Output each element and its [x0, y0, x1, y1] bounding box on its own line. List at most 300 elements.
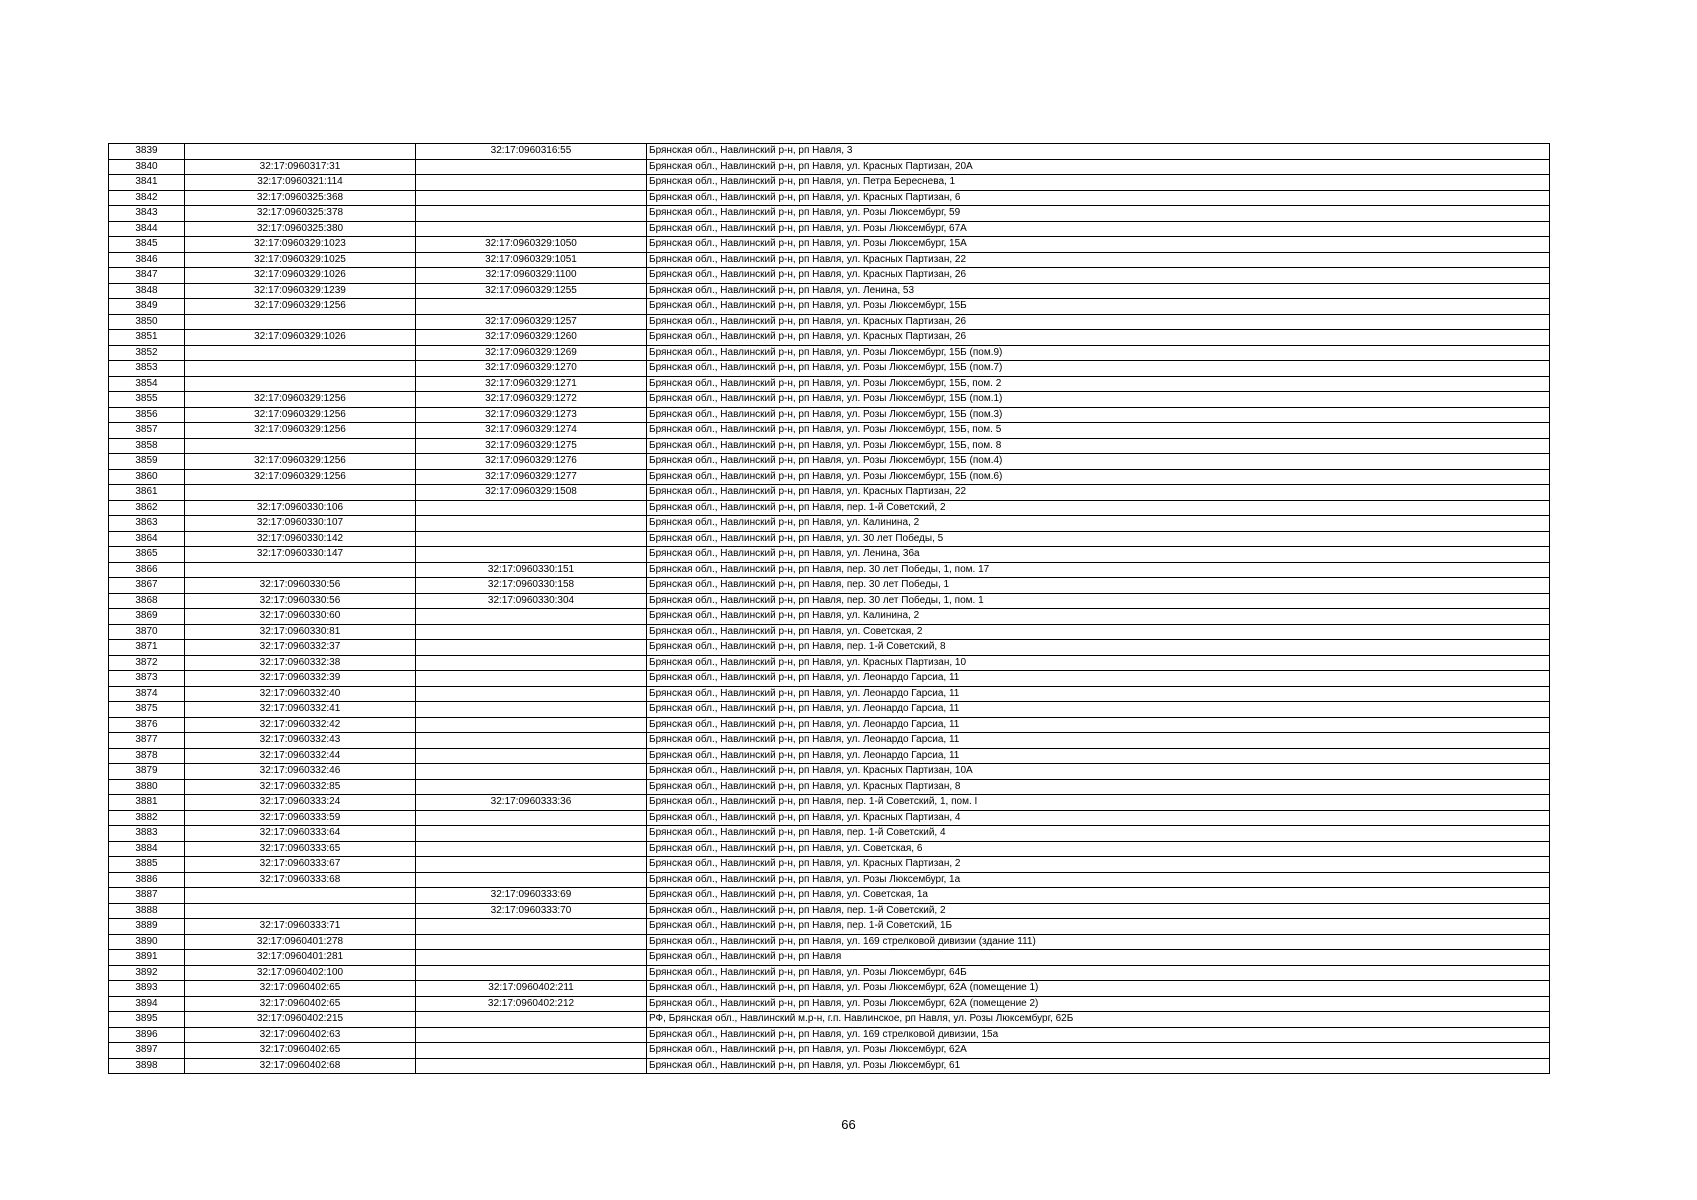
table-row	[109, 640, 1550, 656]
linked-cadastral-number-cell	[416, 1027, 647, 1043]
linked-cadastral-number-cell	[416, 531, 647, 547]
table-row	[109, 1043, 1550, 1059]
row-number-cell: 3893	[109, 981, 185, 997]
table-row	[109, 950, 1550, 966]
linked-cadastral-number-cell	[416, 640, 647, 656]
table-row	[109, 268, 1550, 284]
row-number-cell: 3849	[109, 299, 185, 315]
address-cell: Брянская обл., Навлинский р-н, рп Навля, ул. Леонардо Гарсиа, 11	[647, 671, 1550, 687]
row-number-cell: 3863	[109, 516, 185, 532]
linked-cadastral-number-cell	[416, 826, 647, 842]
linked-cadastral-number-cell: 32:17:0960329:1508	[416, 485, 647, 501]
address-cell: Брянская обл., Навлинский р-н, рп Навля, ул. Советская, 1а	[647, 888, 1550, 904]
linked-cadastral-number-cell: 32:17:0960402:211	[416, 981, 647, 997]
cadastral-number-cell	[185, 888, 416, 904]
cadastral-number-cell: 32:17:0960333:68	[185, 872, 416, 888]
address-cell: Брянская обл., Навлинский р-н, рп Навля, пер. 1-й Советский, 4	[647, 826, 1550, 842]
table-row	[109, 159, 1550, 175]
row-number-cell: 3855	[109, 392, 185, 408]
linked-cadastral-number-cell: 32:17:0960329:1273	[416, 407, 647, 423]
address-cell: Брянская обл., Навлинский р-н, рп Навля, пер. 30 лет Победы, 1, пом. 17	[647, 562, 1550, 578]
address-cell: Брянская обл., Навлинский р-н, рп Навля, ул. Розы Люксембург, 15Б (пом.6)	[647, 469, 1550, 485]
cadastral-number-cell	[185, 345, 416, 361]
linked-cadastral-number-cell	[416, 934, 647, 950]
row-number-cell: 3858	[109, 438, 185, 454]
address-cell: Брянская обл., Навлинский р-н, рп Навля, ул. Петра Береснева, 1	[647, 175, 1550, 191]
table-row	[109, 686, 1550, 702]
address-cell: Брянская обл., Навлинский р-н, рп Навля, ул. Леонардо Гарсиа, 11	[647, 717, 1550, 733]
table-row	[109, 934, 1550, 950]
row-number-cell: 3873	[109, 671, 185, 687]
table-row	[109, 500, 1550, 516]
cadastral-number-cell: 32:17:0960401:281	[185, 950, 416, 966]
address-cell: Брянская обл., Навлинский р-н, рп Навля, ул. Леонардо Гарсиа, 11	[647, 702, 1550, 718]
table-row	[109, 888, 1550, 904]
cadastral-number-cell	[185, 361, 416, 377]
row-number-cell: 3879	[109, 764, 185, 780]
table-row	[109, 748, 1550, 764]
row-number-cell: 3854	[109, 376, 185, 392]
row-number-cell: 3870	[109, 624, 185, 640]
cadastral-number-cell: 32:17:0960325:380	[185, 221, 416, 237]
cadastral-number-cell: 32:17:0960330:106	[185, 500, 416, 516]
row-number-cell: 3874	[109, 686, 185, 702]
linked-cadastral-number-cell: 32:17:0960329:1275	[416, 438, 647, 454]
table-row	[109, 826, 1550, 842]
linked-cadastral-number-cell: 32:17:0960330:304	[416, 593, 647, 609]
linked-cadastral-number-cell	[416, 841, 647, 857]
row-number-cell: 3888	[109, 903, 185, 919]
row-number-cell: 3875	[109, 702, 185, 718]
table-row	[109, 717, 1550, 733]
address-cell: Брянская обл., Навлинский р-н, рп Навля, ул. Розы Люксембург, 15Б (пом.4)	[647, 454, 1550, 470]
address-cell: Брянская обл., Навлинский р-н, рп Навля, пер. 1-й Советский, 2	[647, 500, 1550, 516]
linked-cadastral-number-cell: 32:17:0960329:1274	[416, 423, 647, 439]
row-number-cell: 3868	[109, 593, 185, 609]
address-cell: Брянская обл., Навлинский р-н, рп Навля, ул. Ленина, 36а	[647, 547, 1550, 563]
cadastral-number-cell: 32:17:0960325:368	[185, 190, 416, 206]
address-cell: Брянская обл., Навлинский р-н, рп Навля, пер. 30 лет Победы, 1, пом. 1	[647, 593, 1550, 609]
table-row	[109, 438, 1550, 454]
address-cell: Брянская обл., Навлинский р-н, рп Навля, ул. Калинина, 2	[647, 609, 1550, 625]
row-number-cell: 3894	[109, 996, 185, 1012]
linked-cadastral-number-cell: 32:17:0960329:1269	[416, 345, 647, 361]
linked-cadastral-number-cell	[416, 872, 647, 888]
table-row	[109, 1027, 1550, 1043]
address-cell: Брянская обл., Навлинский р-н, рп Навля, ул. Розы Люксембург, 15Б	[647, 299, 1550, 315]
row-number-cell: 3846	[109, 252, 185, 268]
table-row	[109, 919, 1550, 935]
row-number-cell: 3896	[109, 1027, 185, 1043]
row-number-cell: 3872	[109, 655, 185, 671]
address-cell: Брянская обл., Навлинский р-н, рп Навля, 3	[647, 144, 1550, 160]
cadastral-number-cell: 32:17:0960332:39	[185, 671, 416, 687]
row-number-cell: 3848	[109, 283, 185, 299]
address-cell: Брянская обл., Навлинский р-н, рп Навля, ул. Калинина, 2	[647, 516, 1550, 532]
row-number-cell: 3857	[109, 423, 185, 439]
linked-cadastral-number-cell	[416, 779, 647, 795]
cadastral-number-cell: 32:17:0960332:42	[185, 717, 416, 733]
table-row	[109, 314, 1550, 330]
address-cell: Брянская обл., Навлинский р-н, рп Навля, ул. Красных Партизан, 6	[647, 190, 1550, 206]
cadastral-number-cell: 32:17:0960325:378	[185, 206, 416, 222]
cadastral-number-cell: 32:17:0960330:56	[185, 578, 416, 594]
cadastral-number-cell	[185, 314, 416, 330]
address-cell: Брянская обл., Навлинский р-н, рп Навля, ул. Розы Люксембург, 15Б (пом.9)	[647, 345, 1550, 361]
row-number-cell: 3859	[109, 454, 185, 470]
address-cell: Брянская обл., Навлинский р-н, рп Навля, ул. Розы Люксембург, 15Б, пом. 8	[647, 438, 1550, 454]
linked-cadastral-number-cell: 32:17:0960329:1272	[416, 392, 647, 408]
table-row	[109, 237, 1550, 253]
linked-cadastral-number-cell	[416, 500, 647, 516]
cadastral-number-cell: 32:17:0960332:38	[185, 655, 416, 671]
row-number-cell: 3865	[109, 547, 185, 563]
table-row	[109, 144, 1550, 160]
address-cell: Брянская обл., Навлинский р-н, рп Навля, ул. Розы Люксембург, 15Б (пом.7)	[647, 361, 1550, 377]
row-number-cell: 3890	[109, 934, 185, 950]
table-row	[109, 1058, 1550, 1074]
cadastral-number-cell: 32:17:0960333:65	[185, 841, 416, 857]
row-number-cell: 3840	[109, 159, 185, 175]
row-number-cell: 3852	[109, 345, 185, 361]
table-row	[109, 531, 1550, 547]
address-cell: Брянская обл., Навлинский р-н, рп Навля, ул. Леонардо Гарсиа, 11	[647, 748, 1550, 764]
table-row	[109, 345, 1550, 361]
table-row	[109, 779, 1550, 795]
cadastral-number-cell: 32:17:0960402:100	[185, 965, 416, 981]
table-row	[109, 857, 1550, 873]
table-row	[109, 624, 1550, 640]
linked-cadastral-number-cell	[416, 764, 647, 780]
address-cell: Брянская обл., Навлинский р-н, рп Навля, ул. 169 стрелковой дивизии, 15а	[647, 1027, 1550, 1043]
linked-cadastral-number-cell: 32:17:0960333:36	[416, 795, 647, 811]
address-cell: Брянская обл., Навлинский р-н, рп Навля, ул. Розы Люксембург, 64Б	[647, 965, 1550, 981]
linked-cadastral-number-cell: 32:17:0960329:1271	[416, 376, 647, 392]
row-number-cell: 3861	[109, 485, 185, 501]
table-row	[109, 872, 1550, 888]
table-row	[109, 407, 1550, 423]
linked-cadastral-number-cell: 32:17:0960333:70	[416, 903, 647, 919]
table-row	[109, 841, 1550, 857]
linked-cadastral-number-cell: 32:17:0960330:151	[416, 562, 647, 578]
cadastral-number-cell: 32:17:0960332:44	[185, 748, 416, 764]
linked-cadastral-number-cell	[416, 516, 647, 532]
linked-cadastral-number-cell: 32:17:0960329:1051	[416, 252, 647, 268]
cadastral-number-cell: 32:17:0960332:37	[185, 640, 416, 656]
row-number-cell: 3869	[109, 609, 185, 625]
table-row	[109, 469, 1550, 485]
cadastral-number-cell: 32:17:0960329:1256	[185, 454, 416, 470]
address-cell: Брянская обл., Навлинский р-н, рп Навля, ул. Красных Партизан, 22	[647, 485, 1550, 501]
table-row	[109, 330, 1550, 346]
cadastral-number-cell	[185, 376, 416, 392]
row-number-cell: 3841	[109, 175, 185, 191]
row-number-cell: 3864	[109, 531, 185, 547]
address-cell: Брянская обл., Навлинский р-н, рп Навля, ул. 169 стрелковой дивизии (здание 111)	[647, 934, 1550, 950]
row-number-cell: 3876	[109, 717, 185, 733]
cadastral-number-cell	[185, 562, 416, 578]
row-number-cell: 3891	[109, 950, 185, 966]
row-number-cell: 3844	[109, 221, 185, 237]
linked-cadastral-number-cell	[416, 299, 647, 315]
row-number-cell: 3898	[109, 1058, 185, 1074]
table-row	[109, 454, 1550, 470]
linked-cadastral-number-cell	[416, 206, 647, 222]
row-number-cell: 3883	[109, 826, 185, 842]
registry-table-body	[109, 144, 1550, 1074]
cadastral-number-cell: 32:17:0960321:114	[185, 175, 416, 191]
linked-cadastral-number-cell	[416, 1012, 647, 1028]
linked-cadastral-number-cell	[416, 1058, 647, 1074]
table-row	[109, 562, 1550, 578]
table-row	[109, 733, 1550, 749]
linked-cadastral-number-cell	[416, 609, 647, 625]
row-number-cell: 3850	[109, 314, 185, 330]
table-row	[109, 206, 1550, 222]
cadastral-number-cell	[185, 438, 416, 454]
address-cell: Брянская обл., Навлинский р-н, рп Навля, ул. Советская, 2	[647, 624, 1550, 640]
cadastral-number-cell: 32:17:0960332:46	[185, 764, 416, 780]
address-cell: Брянская обл., Навлинский р-н, рп Навля, ул. Красных Партизан, 22	[647, 252, 1550, 268]
linked-cadastral-number-cell: 32:17:0960316:55	[416, 144, 647, 160]
address-cell: Брянская обл., Навлинский р-н, рп Навля, ул. 30 лет Победы, 5	[647, 531, 1550, 547]
linked-cadastral-number-cell	[416, 175, 647, 191]
table-row	[109, 981, 1550, 997]
cadastral-number-cell: 32:17:0960329:1026	[185, 330, 416, 346]
cadastral-number-cell: 32:17:0960402:63	[185, 1027, 416, 1043]
cadastral-number-cell: 32:17:0960330:142	[185, 531, 416, 547]
address-cell: Брянская обл., Навлинский р-н, рп Навля, ул. Красных Партизан, 26	[647, 314, 1550, 330]
row-number-cell: 3856	[109, 407, 185, 423]
row-number-cell: 3845	[109, 237, 185, 253]
linked-cadastral-number-cell	[416, 190, 647, 206]
table-row	[109, 423, 1550, 439]
address-cell: Брянская обл., Навлинский р-н, рп Навля, ул. Красных Партизан, 8	[647, 779, 1550, 795]
address-cell: Брянская обл., Навлинский р-н, рп Навля, ул. Советская, 6	[647, 841, 1550, 857]
row-number-cell: 3897	[109, 1043, 185, 1059]
linked-cadastral-number-cell: 32:17:0960329:1276	[416, 454, 647, 470]
cadastral-number-cell: 32:17:0960332:85	[185, 779, 416, 795]
table-row	[109, 252, 1550, 268]
cadastral-number-cell: 32:17:0960330:147	[185, 547, 416, 563]
row-number-cell: 3843	[109, 206, 185, 222]
linked-cadastral-number-cell	[416, 655, 647, 671]
linked-cadastral-number-cell: 32:17:0960329:1050	[416, 237, 647, 253]
table-row	[109, 655, 1550, 671]
cadastral-number-cell: 32:17:0960402:68	[185, 1058, 416, 1074]
cadastral-number-cell: 32:17:0960329:1026	[185, 268, 416, 284]
linked-cadastral-number-cell	[416, 547, 647, 563]
cadastral-number-cell: 32:17:0960329:1256	[185, 299, 416, 315]
cadastral-number-cell: 32:17:0960402:65	[185, 981, 416, 997]
address-cell: Брянская обл., Навлинский р-н, рп Навля, ул. Розы Люксембург, 15Б (пом.3)	[647, 407, 1550, 423]
row-number-cell: 3867	[109, 578, 185, 594]
cadastral-number-cell: 32:17:0960329:1256	[185, 469, 416, 485]
row-number-cell: 3871	[109, 640, 185, 656]
row-number-cell: 3878	[109, 748, 185, 764]
cadastral-number-cell: 32:17:0960332:43	[185, 733, 416, 749]
table-row	[109, 485, 1550, 501]
linked-cadastral-number-cell: 32:17:0960329:1257	[416, 314, 647, 330]
address-cell: Брянская обл., Навлинский р-н, рп Навля, ул. Красных Партизан, 10	[647, 655, 1550, 671]
linked-cadastral-number-cell	[416, 702, 647, 718]
cadastral-number-cell: 32:17:0960330:81	[185, 624, 416, 640]
table-row	[109, 283, 1550, 299]
linked-cadastral-number-cell: 32:17:0960333:69	[416, 888, 647, 904]
row-number-cell: 3885	[109, 857, 185, 873]
address-cell: Брянская обл., Навлинский р-н, рп Навля, пер. 30 лет Победы, 1	[647, 578, 1550, 594]
cadastral-number-cell	[185, 903, 416, 919]
address-cell: Брянская обл., Навлинский р-н, рп Навля, ул. Розы Люксембург, 61	[647, 1058, 1550, 1074]
address-cell: Брянская обл., Навлинский р-н, рп Навля, ул. Ленина, 53	[647, 283, 1550, 299]
cadastral-number-cell	[185, 144, 416, 160]
row-number-cell: 3842	[109, 190, 185, 206]
row-number-cell: 3851	[109, 330, 185, 346]
table-row	[109, 547, 1550, 563]
row-number-cell: 3895	[109, 1012, 185, 1028]
table-row	[109, 810, 1550, 826]
address-cell: Брянская обл., Навлинский р-н, рп Навля, ул. Розы Люксембург, 15Б, пом. 5	[647, 423, 1550, 439]
cadastral-number-cell: 32:17:0960333:67	[185, 857, 416, 873]
table-row	[109, 671, 1550, 687]
address-cell: Брянская обл., Навлинский р-н, рп Навля, пер. 1-й Советский, 8	[647, 640, 1550, 656]
address-cell: Брянская обл., Навлинский р-н, рп Навля, ул. Розы Люксембург, 59	[647, 206, 1550, 222]
table-row	[109, 996, 1550, 1012]
address-cell: Брянская обл., Навлинский р-н, рп Навля	[647, 950, 1550, 966]
row-number-cell: 3839	[109, 144, 185, 160]
address-cell: Брянская обл., Навлинский р-н, рп Навля, ул. Леонардо Гарсиа, 11	[647, 733, 1550, 749]
row-number-cell: 3860	[109, 469, 185, 485]
registry-table-container	[108, 143, 1549, 1074]
address-cell: Брянская обл., Навлинский р-н, рп Навля, ул. Красных Партизан, 26	[647, 268, 1550, 284]
cadastral-number-cell: 32:17:0960402:65	[185, 996, 416, 1012]
linked-cadastral-number-cell	[416, 950, 647, 966]
address-cell: Брянская обл., Навлинский р-н, рп Навля, ул. Красных Партизан, 2	[647, 857, 1550, 873]
linked-cadastral-number-cell: 32:17:0960329:1255	[416, 283, 647, 299]
row-number-cell: 3892	[109, 965, 185, 981]
row-number-cell: 3882	[109, 810, 185, 826]
row-number-cell: 3886	[109, 872, 185, 888]
address-cell: Брянская обл., Навлинский р-н, рп Навля, ул. Красных Партизан, 20А	[647, 159, 1550, 175]
cadastral-number-cell: 32:17:0960329:1256	[185, 407, 416, 423]
table-row	[109, 702, 1550, 718]
cadastral-number-cell: 32:17:0960402:215	[185, 1012, 416, 1028]
linked-cadastral-number-cell	[416, 857, 647, 873]
linked-cadastral-number-cell	[416, 919, 647, 935]
address-cell: Брянская обл., Навлинский р-н, рп Навля, ул. Розы Люксембург, 15Б, пом. 2	[647, 376, 1550, 392]
table-row	[109, 764, 1550, 780]
cadastral-number-cell: 32:17:0960402:65	[185, 1043, 416, 1059]
row-number-cell: 3877	[109, 733, 185, 749]
row-number-cell: 3862	[109, 500, 185, 516]
address-cell: Брянская обл., Навлинский р-н, рп Навля, ул. Розы Люксембург, 62А (помещение 2)	[647, 996, 1550, 1012]
row-number-cell: 3866	[109, 562, 185, 578]
row-number-cell: 3884	[109, 841, 185, 857]
table-row	[109, 299, 1550, 315]
table-row	[109, 190, 1550, 206]
cadastral-number-cell: 32:17:0960330:60	[185, 609, 416, 625]
linked-cadastral-number-cell: 32:17:0960402:212	[416, 996, 647, 1012]
linked-cadastral-number-cell	[416, 624, 647, 640]
address-cell: Брянская обл., Навлинский р-н, рп Навля, ул. Розы Люксембург, 15Б (пом.1)	[647, 392, 1550, 408]
address-cell: Брянская обл., Навлинский р-н, рп Навля, пер. 1-й Советский, 1, пом. I	[647, 795, 1550, 811]
cadastral-number-cell: 32:17:0960329:1023	[185, 237, 416, 253]
linked-cadastral-number-cell	[416, 810, 647, 826]
address-cell: Брянская обл., Навлинский р-н, рп Навля, ул. Красных Партизан, 10А	[647, 764, 1550, 780]
linked-cadastral-number-cell	[416, 1043, 647, 1059]
row-number-cell: 3889	[109, 919, 185, 935]
cadastral-number-cell: 32:17:0960333:64	[185, 826, 416, 842]
address-cell: Брянская обл., Навлинский р-н, рп Навля, ул. Розы Люксембург, 67А	[647, 221, 1550, 237]
table-row	[109, 965, 1550, 981]
address-cell: Брянская обл., Навлинский р-н, рп Навля, ул. Розы Люксембург, 62А	[647, 1043, 1550, 1059]
cadastral-number-cell: 32:17:0960329:1256	[185, 392, 416, 408]
table-row	[109, 376, 1550, 392]
cadastral-number-cell: 32:17:0960332:41	[185, 702, 416, 718]
row-number-cell: 3887	[109, 888, 185, 904]
linked-cadastral-number-cell	[416, 965, 647, 981]
cadastral-number-cell: 32:17:0960401:278	[185, 934, 416, 950]
address-cell: РФ, Брянская обл., Навлинский м.р-н, г.п. Навлинское, рп Навля, ул. Розы Люксембург, 62Б	[647, 1012, 1550, 1028]
linked-cadastral-number-cell: 32:17:0960330:158	[416, 578, 647, 594]
page-number: 66	[841, 1117, 856, 1132]
cadastral-number-cell: 32:17:0960330:56	[185, 593, 416, 609]
address-cell: Брянская обл., Навлинский р-н, рп Навля, пер. 1-й Советский, 1Б	[647, 919, 1550, 935]
linked-cadastral-number-cell	[416, 733, 647, 749]
table-row	[109, 516, 1550, 532]
cadastral-number-cell: 32:17:0960329:1239	[185, 283, 416, 299]
row-number-cell: 3881	[109, 795, 185, 811]
address-cell: Брянская обл., Навлинский р-н, рп Навля, пер. 1-й Советский, 2	[647, 903, 1550, 919]
row-number-cell: 3847	[109, 268, 185, 284]
linked-cadastral-number-cell: 32:17:0960329:1270	[416, 361, 647, 377]
cadastral-number-cell: 32:17:0960333:71	[185, 919, 416, 935]
address-cell: Брянская обл., Навлинский р-н, рп Навля, ул. Леонардо Гарсиа, 11	[647, 686, 1550, 702]
address-cell: Брянская обл., Навлинский р-н, рп Навля, ул. Красных Партизан, 26	[647, 330, 1550, 346]
table-row	[109, 795, 1550, 811]
cadastral-number-cell: 32:17:0960329:1025	[185, 252, 416, 268]
linked-cadastral-number-cell: 32:17:0960329:1100	[416, 268, 647, 284]
table-row	[109, 392, 1550, 408]
address-cell: Брянская обл., Навлинский р-н, рп Навля, ул. Розы Люксембург, 1а	[647, 872, 1550, 888]
linked-cadastral-number-cell: 32:17:0960329:1277	[416, 469, 647, 485]
cadastral-number-cell	[185, 485, 416, 501]
address-cell: Брянская обл., Навлинский р-н, рп Навля, ул. Красных Партизан, 4	[647, 810, 1550, 826]
table-row	[109, 221, 1550, 237]
cadastral-number-cell: 32:17:0960330:107	[185, 516, 416, 532]
cadastral-number-cell: 32:17:0960329:1256	[185, 423, 416, 439]
linked-cadastral-number-cell	[416, 686, 647, 702]
table-row	[109, 578, 1550, 594]
table-row	[109, 361, 1550, 377]
cadastral-number-cell: 32:17:0960333:59	[185, 810, 416, 826]
row-number-cell: 3853	[109, 361, 185, 377]
cadastral-number-cell: 32:17:0960332:40	[185, 686, 416, 702]
linked-cadastral-number-cell	[416, 717, 647, 733]
linked-cadastral-number-cell	[416, 671, 647, 687]
table-row	[109, 175, 1550, 191]
registry-table	[108, 143, 1550, 1074]
cadastral-number-cell: 32:17:0960317:31	[185, 159, 416, 175]
cadastral-number-cell: 32:17:0960333:24	[185, 795, 416, 811]
linked-cadastral-number-cell: 32:17:0960329:1260	[416, 330, 647, 346]
table-row	[109, 593, 1550, 609]
table-row	[109, 903, 1550, 919]
linked-cadastral-number-cell	[416, 748, 647, 764]
table-row	[109, 1012, 1550, 1028]
address-cell: Брянская обл., Навлинский р-н, рп Навля, ул. Розы Люксембург, 62А (помещение 1)	[647, 981, 1550, 997]
address-cell: Брянская обл., Навлинский р-н, рп Навля, ул. Розы Люксембург, 15А	[647, 237, 1550, 253]
